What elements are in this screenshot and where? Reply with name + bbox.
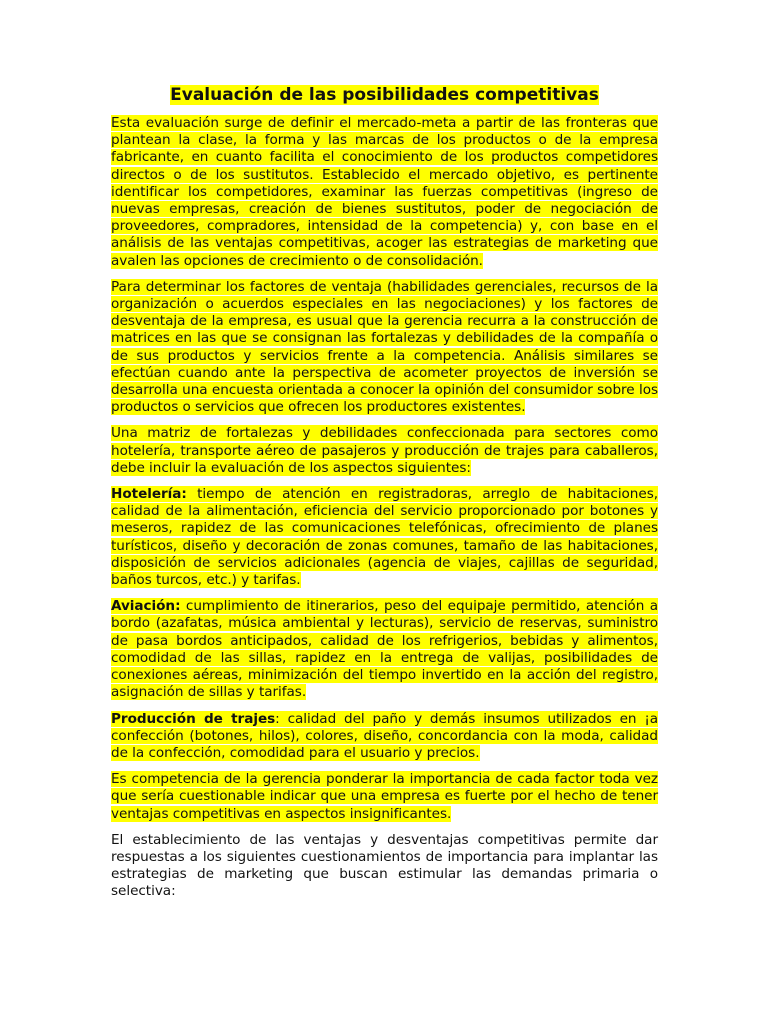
hoteleria-highlight (111, 486, 658, 588)
hoteleria-text: tiempo de atención en registradoras, arreglo de habitaciones, calidad de la alimentación, eficiencia del servicio proporcionado por botones y meseros, rapidez de las comunicaciones telefónicas, ofrecimiento de planes turísticos, diseño y decoración de zonas comunes, tamaño de las habitaciones, disposición de servicios adicionales (agencia de viajes, cajillas de seguridad, baños turcos, etc.) y tarifas. (111, 486, 658, 589)
trajes-text: : calidad del paño y demás insumos utilizados en ¡a confección (botones, hilos), colores, diseño, concordancia con la moda, calidad de la confección, comodidad para el usuario y precios. (111, 710, 659, 761)
paragraph-trajes (111, 711, 658, 763)
paragraph-matrix (111, 425, 658, 477)
paragraph-establecimiento-text: El establecimiento de las ventajas y desventajas competitivas permite dar respuestas a los siguientes cuestionamientos de importancia para implantar las estrategias de marketing que buscan estimular las demandas primaria o selectiva: (111, 831, 658, 900)
document-page (111, 84, 658, 910)
paragraph-factors (111, 279, 658, 417)
document-title (111, 84, 658, 106)
paragraph-hoteleria (111, 486, 658, 589)
title-text: Evaluación de las posibilidades competitivas (170, 85, 599, 105)
paragraph-aviacion (111, 598, 658, 701)
paragraph-ponderar (111, 771, 658, 823)
aviacion-label: Aviación: (111, 598, 181, 615)
paragraph-matrix-text: Una matriz de fortalezas y debilidades confeccionada para sectores como hotelería, transporte aéreo de pasajeros y producción de trajes para caballeros, debe incluir la evaluación de los aspectos siguientes: (111, 425, 658, 476)
hoteleria-label: Hotelería: (111, 486, 187, 503)
paragraph-factors-text: Para determinar los factores de ventaja (habilidades gerenciales, recursos de la organización o acuerdos especiales en las negociaciones) y los factores de desventaja de la empresa, es usual que la gerencia recurra a la construcción de matrices en las que se consignan las fortalezas y debilidades de la compañía o de sus productos y servicios frente a la competencia. Análisis similares se efectúan cuando ante la perspectiva de acometer proyectos de inversión se desarrolla una encuesta orientada a conocer la opinión del consumidor sobre los productos o servicios que ofrecen los productores existentes. (111, 278, 658, 416)
paragraph-establecimiento (111, 832, 658, 901)
trajes-highlight (111, 711, 658, 761)
trajes-label: Producción de trajes (111, 710, 276, 727)
paragraph-ponderar-text: Es competencia de la gerencia ponderar la importancia de cada factor toda vez que sería cuestionable indicar que una empresa es fuerte por el hecho de tener ventajas competitivas en aspectos insignificantes. (111, 771, 658, 822)
paragraph-intro-text: Esta evaluación surge de definir el mercado-meta a partir de las fronteras que plantean la clase, la forma y las marcas de los productos o de la empresa fabricante, en cuanto facilita el conocimiento de los productos competidores directos o de los sustitutos. Establecido el mercado objetivo, es pertinente identificar los competidores, examinar las fuerzas competitivas (ingreso de nuevas empresas, creación de bienes sustitutos, poder de negociación de proveedores, compradores, intensidad de la competencia) y, con base en el análisis de las ventajas competitivas, acoger las estrategias de marketing que avalen las opciones de crecimiento o de consolidación. (111, 115, 658, 269)
aviacion-text: cumplimiento de itinerarios, peso del equipaje permitido, atención a bordo (azafatas, música ambiental y lecturas), servicio de reservas, suministro de pasa bordos anticipados, calidad de los refrigerios, bebidas y alimentos, comodidad de las sillas, rapidez en la entrega de valijas, posibilidades de conexiones aéreas, minimización del tiempo invertido en la acción del registro, asignación de sillas y tarifas. (111, 598, 658, 701)
paragraph-intro (111, 115, 658, 270)
aviacion-highlight (111, 598, 658, 700)
